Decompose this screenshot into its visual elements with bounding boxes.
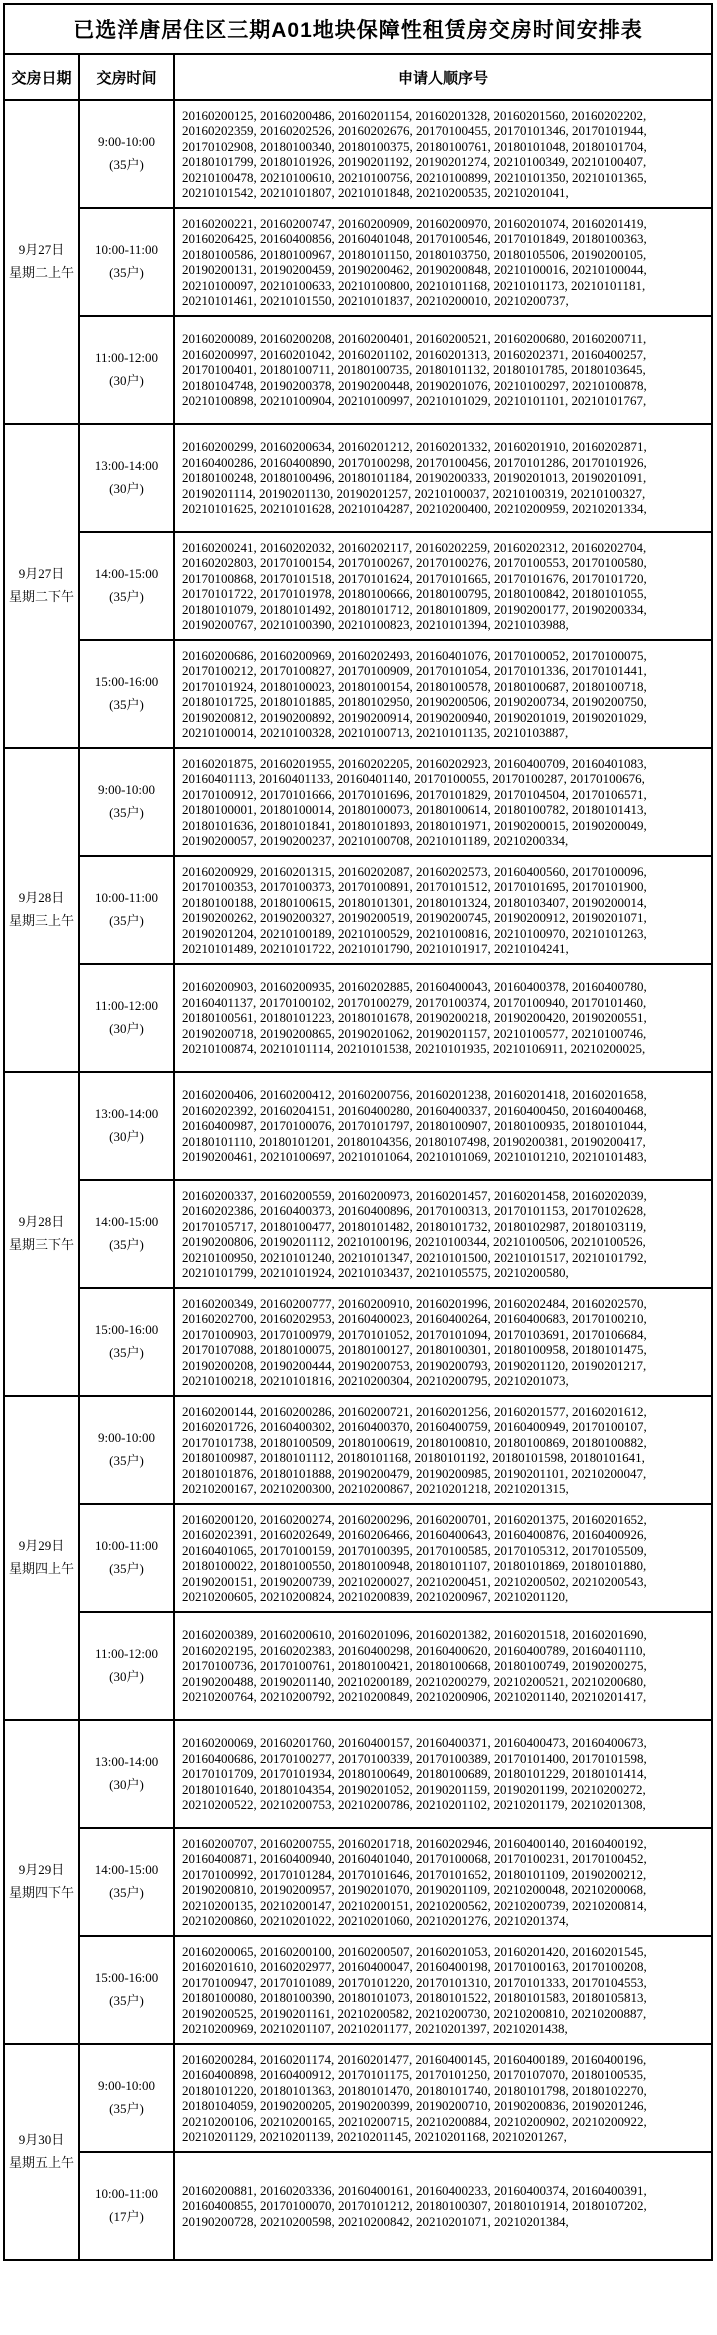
weekday-label: 星期二下午 — [8, 589, 74, 604]
table-row — [4, 1720, 712, 1828]
time-range-label: 11:00-12:00 — [94, 1646, 159, 1662]
household-count-label: (35户) — [109, 265, 144, 280]
table-row — [4, 2044, 712, 2152]
weekday-label: 星期二上午 — [8, 265, 74, 280]
household-count-label: (35户) — [109, 1885, 144, 1900]
page-title: 已选洋唐居住区三期A01地块保障性租赁房交房时间安排表 — [4, 4, 712, 54]
household-count-label: (35户) — [109, 913, 144, 928]
table-row — [4, 748, 712, 856]
date-label: 9月28日 — [18, 1214, 65, 1230]
time-cell — [79, 964, 174, 1072]
household-count-label: (35户) — [109, 805, 144, 820]
applicant-ids-cell: 20160200065, 20160200100, 20160200507, 20160201053, 20160201420, 20160201545, 20160201610, 20160202977, 20160400047, 20160400198, 20170100163, 20170100208, 20170100947, 20170101089, 20170101220, 20170101310, 20170101333, 20170104553, 20180100080, 20180100390, 20180101073, 20180101522, 20180101583, 20180105813, 20190200525, 20190201161, 20210200582, 20210200730, 20210200810, 20210200887, 20210200969, 20210201107, 20210201177, 20210201397, 20210201438, — [174, 1936, 712, 2044]
time-cell — [79, 2044, 174, 2152]
time-cell — [79, 316, 174, 424]
time-cell — [79, 100, 174, 208]
time-range-label: 10:00-11:00 — [94, 242, 159, 258]
col-header-time: 交房时间 — [79, 54, 174, 100]
household-count-label: (30户) — [109, 1021, 144, 1036]
applicant-ids-cell: 20160200125, 20160200486, 20160201154, 20160201328, 20160201560, 20160202202, 20160202359, 20160202526, 20160202676, 20170100455, 20170101346, 20170101944, 20170102908, 20180100340, 20180100375, 20180100761, 20180101048, 20180101704, 20180101799, 20180101926, 20190201192, 20190201274, 20210100349, 20210100407, 20210100478, 20210100610, 20210100756, 20210100899, 20210101350, 20210101365, 20210101542, 20210101807, 20210101848, 20210200535, 20210201041, — [174, 100, 712, 208]
household-count-label: (35户) — [109, 1993, 144, 2008]
time-range-label: 15:00-16:00 — [94, 674, 159, 690]
household-count-label: (30户) — [109, 373, 144, 388]
date-cell — [4, 1396, 79, 1720]
column-header-row — [4, 54, 712, 100]
time-range-label: 14:00-15:00 — [94, 566, 159, 582]
weekday-label: 星期五上午 — [8, 2155, 74, 2170]
time-cell — [79, 1396, 174, 1504]
applicant-ids-cell: 20160200389, 20160200610, 20160201096, 20160201382, 20160201518, 20160201690, 20160202195, 20160202383, 20160400298, 20160400620, 20160400789, 20160401110, 20170100736, 20170100761, 20180100421, 20180100668, 20180100749, 20190200275, 20190200488, 20190201140, 20210200189, 20210200279, 20210200521, 20210200680, 20210200764, 20210200792, 20210200849, 20210200906, 20210201140, 20210201417, — [174, 1612, 712, 1720]
applicant-ids-cell: 20160200707, 20160200755, 20160201718, 20160202946, 20160400140, 20160400192, 20160400871, 20160400940, 20160401040, 20170100068, 20170100231, 20170100452, 20170100992, 20170101284, 20170101646, 20170101652, 20180101109, 20190200212, 20190200810, 20190200957, 20190201070, 20190201109, 20210200048, 20210200068, 20210200135, 20210200147, 20210200151, 20210200562, 20210200739, 20210200814, 20210200860, 20210201022, 20210201060, 20210201276, 20210201374, — [174, 1828, 712, 1936]
time-range-label: 9:00-10:00 — [97, 1430, 156, 1446]
date-label: 9月28日 — [18, 890, 65, 906]
time-range-label: 14:00-15:00 — [94, 1862, 159, 1878]
time-range-label: 9:00-10:00 — [97, 134, 156, 150]
date-label: 9月29日 — [18, 1862, 65, 1878]
time-range-label: 13:00-14:00 — [94, 1754, 159, 1770]
table-row — [4, 856, 712, 964]
title-row — [4, 4, 712, 54]
household-count-label: (35户) — [109, 697, 144, 712]
time-range-label: 13:00-14:00 — [94, 458, 159, 474]
time-cell — [79, 1288, 174, 1396]
applicant-ids-cell: 20160200686, 20160200969, 20160202493, 20160401076, 20170100052, 20170100075, 20170100212, 20170100827, 20170100909, 20170101054, 20170101336, 20170101441, 20170101924, 20180100023, 20180100154, 20180100578, 20180100687, 20180100718, 20180101725, 20180101885, 20180102950, 20190200506, 20190200734, 20190200750, 20190200812, 20190200892, 20190200914, 20190200940, 20190201019, 20190201029, 20210100014, 20210100328, 20210100713, 20210101135, 20210103887, — [174, 640, 712, 748]
time-cell — [79, 1504, 174, 1612]
time-range-label: 11:00-12:00 — [94, 350, 159, 366]
time-range-label: 15:00-16:00 — [94, 1322, 159, 1338]
time-cell — [79, 532, 174, 640]
time-cell — [79, 1180, 174, 1288]
applicant-ids-cell: 20160200299, 20160200634, 20160201212, 20160201332, 20160201910, 20160202871, 20160400286, 20160400890, 20170100298, 20170100456, 20170101286, 20170101926, 20180100248, 20180100496, 20180101184, 20190200333, 20190201013, 20190201091, 20190201114, 20190201130, 20190201257, 20210100037, 20210100319, 20210100327, 20210101625, 20210101628, 20210104287, 20210200400, 20210200959, 20210201334, — [174, 424, 712, 532]
time-cell — [79, 748, 174, 856]
time-range-label: 15:00-16:00 — [94, 1970, 159, 1986]
applicant-ids-cell: 20160200929, 20160201315, 20160202087, 20160202573, 20160400560, 20170100096, 20170100353, 20170100373, 20170100891, 20170101512, 20170101695, 20170101900, 20180100188, 20180100615, 20180101301, 20180101324, 20180103407, 20190200014, 20190200262, 20190200327, 20190200519, 20190200745, 20190200912, 20190201071, 20190201204, 20210100189, 20210100529, 20210100816, 20210100970, 20210101263, 20210101489, 20210101722, 20210101790, 20210101917, 20210104241, — [174, 856, 712, 964]
table-row — [4, 1072, 712, 1180]
household-count-label: (30户) — [109, 1669, 144, 1684]
date-label: 9月27日 — [18, 242, 65, 258]
table-row — [4, 964, 712, 1072]
table-row — [4, 1612, 712, 1720]
date-label: 9月29日 — [18, 1538, 65, 1554]
time-cell — [79, 1936, 174, 2044]
time-cell — [79, 424, 174, 532]
household-count-label: (35户) — [109, 1453, 144, 1468]
table-row — [4, 1828, 712, 1936]
weekday-label: 星期四下午 — [8, 1885, 74, 1900]
applicant-ids-cell: 20160200069, 20160201760, 20160400157, 20160400371, 20160400473, 20160400673, 20160400686, 20170100277, 20170100339, 20170100389, 20170101400, 20170101598, 20170101709, 20170101934, 20180100649, 20180100689, 20180101229, 20180101414, 20180101640, 20180104354, 20190201052, 20190201159, 20190201199, 20210200272, 20210200522, 20210200753, 20210200786, 20210201102, 20210201179, 20210201308, — [174, 1720, 712, 1828]
time-cell — [79, 1828, 174, 1936]
col-header-applicants: 申请人顺序号 — [174, 54, 712, 100]
table-row — [4, 208, 712, 316]
applicant-ids-cell: 20160201875, 20160201955, 20160202205, 20160202923, 20160400709, 20160401083, 20160401113, 20160401133, 20160401140, 20170100055, 20170100287, 20170100676, 20170100912, 20170101666, 20170101696, 20170101829, 20170104504, 20170106571, 20180100001, 20180100014, 20180100073, 20180100614, 20180100782, 20180101413, 20180101636, 20180101841, 20180101893, 20180101971, 20190200015, 20190200049, 20190200057, 20190200237, 20210100708, 20210101189, 20210200334, — [174, 748, 712, 856]
table-row — [4, 640, 712, 748]
time-cell — [79, 640, 174, 748]
applicant-ids-cell: 20160200144, 20160200286, 20160200721, 20160201256, 20160201577, 20160201612, 20160201726, 20160400302, 20160400370, 20160400759, 20160400949, 20170100107, 20170101738, 20180100509, 20180100619, 20180100810, 20180100869, 20180100882, 20180100987, 20180101112, 20180101168, 20180101192, 20180101598, 20180101641, 20180101876, 20180101888, 20190200479, 20190200985, 20190201101, 20210200047, 20210200167, 20210200300, 20210200867, 20210201218, 20210201315, — [174, 1396, 712, 1504]
household-count-label: (30户) — [109, 1777, 144, 1792]
household-count-label: (30户) — [109, 1129, 144, 1144]
time-cell — [79, 1612, 174, 1720]
household-count-label: (35户) — [109, 2101, 144, 2116]
table-row — [4, 316, 712, 424]
time-range-label: 10:00-11:00 — [94, 890, 159, 906]
table-row — [4, 532, 712, 640]
applicant-ids-cell: 20160200284, 20160201174, 20160201477, 20160400145, 20160400189, 20160400196, 20160400898, 20160400912, 20170101175, 20170101250, 20170107070, 20180100535, 20180101220, 20180101363, 20180101470, 20180101740, 20180101798, 20180102270, 20180104059, 20190200205, 20190200399, 20190200710, 20190200836, 20190201246, 20210200106, 20210200165, 20210200715, 20210200884, 20210200902, 20210200922, 20210201129, 20210201139, 20210201145, 20210201168, 20210201267, — [174, 2044, 712, 2152]
time-cell — [79, 1720, 174, 1828]
date-cell — [4, 2044, 79, 2260]
time-range-label: 9:00-10:00 — [97, 2078, 156, 2094]
time-range-label: 13:00-14:00 — [94, 1106, 159, 1122]
date-label: 9月30日 — [18, 2132, 65, 2148]
household-count-label: (35户) — [109, 1561, 144, 1576]
table-row — [4, 1288, 712, 1396]
table-row — [4, 1936, 712, 2044]
date-cell — [4, 100, 79, 424]
household-count-label: (17户) — [109, 2209, 144, 2224]
date-cell — [4, 1072, 79, 1396]
table-row — [4, 2152, 712, 2260]
table-row — [4, 1504, 712, 1612]
time-range-label: 10:00-11:00 — [94, 2186, 159, 2202]
time-range-label: 14:00-15:00 — [94, 1214, 159, 1230]
table-row — [4, 1396, 712, 1504]
date-cell — [4, 748, 79, 1072]
household-count-label: (30户) — [109, 481, 144, 496]
household-count-label: (35户) — [109, 589, 144, 604]
weekday-label: 星期四上午 — [8, 1561, 74, 1576]
applicant-ids-cell: 20160200881, 20160203336, 20160400161, 20160400233, 20160400374, 20160400391, 20160400855, 20170100070, 20170101212, 20180100307, 20180101914, 20180107202, 20190200728, 20210200598, 20210200842, 20210201071, 20210201384, — [174, 2152, 712, 2260]
weekday-label: 星期三上午 — [8, 913, 74, 928]
time-cell — [79, 208, 174, 316]
applicant-ids-cell: 20160200120, 20160200274, 20160200296, 20160200701, 20160201375, 20160201652, 20160202391, 20160202649, 20160206466, 20160400643, 20160400876, 20160400926, 20160401065, 20170100159, 20170100395, 20170100585, 20170105312, 20170105509, 20180100022, 20180100550, 20180100948, 20180101107, 20180101869, 20180101880, 20190200151, 20190200739, 20210200027, 20210200451, 20210200502, 20210200543, 20210200605, 20210200824, 20210200839, 20210200967, 20210201120, — [174, 1504, 712, 1612]
applicant-ids-cell: 20160200089, 20160200208, 20160200401, 20160200521, 20160200680, 20160200711, 20160200997, 20160201042, 20160201102, 20160201313, 20160202371, 20160400257, 20170100401, 20180100711, 20180100735, 20180101132, 20180101785, 20180103645, 20180104748, 20190200378, 20190200448, 20190201076, 20210100297, 20210100878, 20210100898, 20210100904, 20210100997, 20210101029, 20210101101, 20210101767, — [174, 316, 712, 424]
applicant-ids-cell: 20160200903, 20160200935, 20160202885, 20160400043, 20160400378, 20160400780, 20160401137, 20170100102, 20170100279, 20170100374, 20170100940, 20170101460, 20180100561, 20180101223, 20180101678, 20190200218, 20190200420, 20190200551, 20190200718, 20190200865, 20190201062, 20190201157, 20210100577, 20210100746, 20210100874, 20210101114, 20210101538, 20210101935, 20210106911, 20210200025, — [174, 964, 712, 1072]
col-header-date: 交房日期 — [4, 54, 79, 100]
table-row — [4, 424, 712, 532]
time-range-label: 10:00-11:00 — [94, 1538, 159, 1554]
applicant-ids-cell: 20160200406, 20160200412, 20160200756, 20160201238, 20160201418, 20160201658, 20160202392, 20160204151, 20160400280, 20160400337, 20160400450, 20160400468, 20160400987, 20170100076, 20170101797, 20180100907, 20180100935, 20180101044, 20180101110, 20180101201, 20180104356, 20180107498, 20190200381, 20190200417, 20190200461, 20210100697, 20210101064, 20210101069, 20210101210, 20210101483, — [174, 1072, 712, 1180]
table-row — [4, 100, 712, 208]
table-row — [4, 1180, 712, 1288]
time-cell — [79, 1072, 174, 1180]
time-cell — [79, 2152, 174, 2260]
applicant-ids-cell: 20160200349, 20160200777, 20160200910, 20160201996, 20160202484, 20160202570, 20160202700, 20160202953, 20160400023, 20160400264, 20160400683, 20170100210, 20170100903, 20170100979, 20170101052, 20170101094, 20170103691, 20170106684, 20170107088, 20180100075, 20180100127, 20180100301, 20180100958, 20180101475, 20190200208, 20190200444, 20190200753, 20190200793, 20190201120, 20190201217, 20210100218, 20210101816, 20210200304, 20210200795, 20210201073, — [174, 1288, 712, 1396]
time-cell — [79, 856, 174, 964]
date-cell — [4, 424, 79, 748]
time-range-label: 9:00-10:00 — [97, 782, 156, 798]
applicant-ids-cell: 20160200221, 20160200747, 20160200909, 20160200970, 20160201074, 20160201419, 20160206425, 20160400856, 20160401048, 20170100546, 20170101849, 20180100363, 20180100586, 20180100967, 20180101150, 20180103750, 20180105506, 20190200105, 20190200131, 20190200459, 20190200462, 20190200848, 20210100016, 20210100044, 20210100097, 20210100633, 20210100800, 20210101168, 20210101173, 20210101181, 20210101461, 20210101550, 20210101837, 20210200010, 20210200737, — [174, 208, 712, 316]
schedule-body — [4, 100, 712, 2260]
household-count-label: (35户) — [109, 157, 144, 172]
household-count-label: (35户) — [109, 1345, 144, 1360]
applicant-ids-cell: 20160200337, 20160200559, 20160200973, 20160201457, 20160201458, 20160202039, 20160202386, 20160400373, 20160400896, 20170100313, 20170101153, 20170102628, 20170105717, 20180100477, 20180101482, 20180101732, 20180102987, 20180103119, 20190200806, 20190201112, 20210100196, 20210100344, 20210100506, 20210100526, 20210100950, 20210101240, 20210101347, 20210101500, 20210101517, 20210101792, 20210101799, 20210101924, 20210103437, 20210105575, 20210200580, — [174, 1180, 712, 1288]
date-cell — [4, 1720, 79, 2044]
date-label: 9月27日 — [18, 566, 65, 582]
time-range-label: 11:00-12:00 — [94, 998, 159, 1014]
delivery-schedule-table — [3, 3, 713, 2261]
household-count-label: (35户) — [109, 1237, 144, 1252]
applicant-ids-cell: 20160200241, 20160202032, 20160202117, 20160202259, 20160202312, 20160202704, 20160202803, 20170100154, 20170100267, 20170100276, 20170100553, 20170100580, 20170100868, 20170101518, 20170101624, 20170101665, 20170101676, 20170101720, 20170101722, 20170101978, 20180100666, 20180100795, 20180100842, 20180101055, 20180101079, 20180101492, 20180101712, 20180101809, 20190200177, 20190200334, 20190200767, 20210100390, 20210100823, 20210101394, 20210103988, — [174, 532, 712, 640]
weekday-label: 星期三下午 — [8, 1237, 74, 1252]
